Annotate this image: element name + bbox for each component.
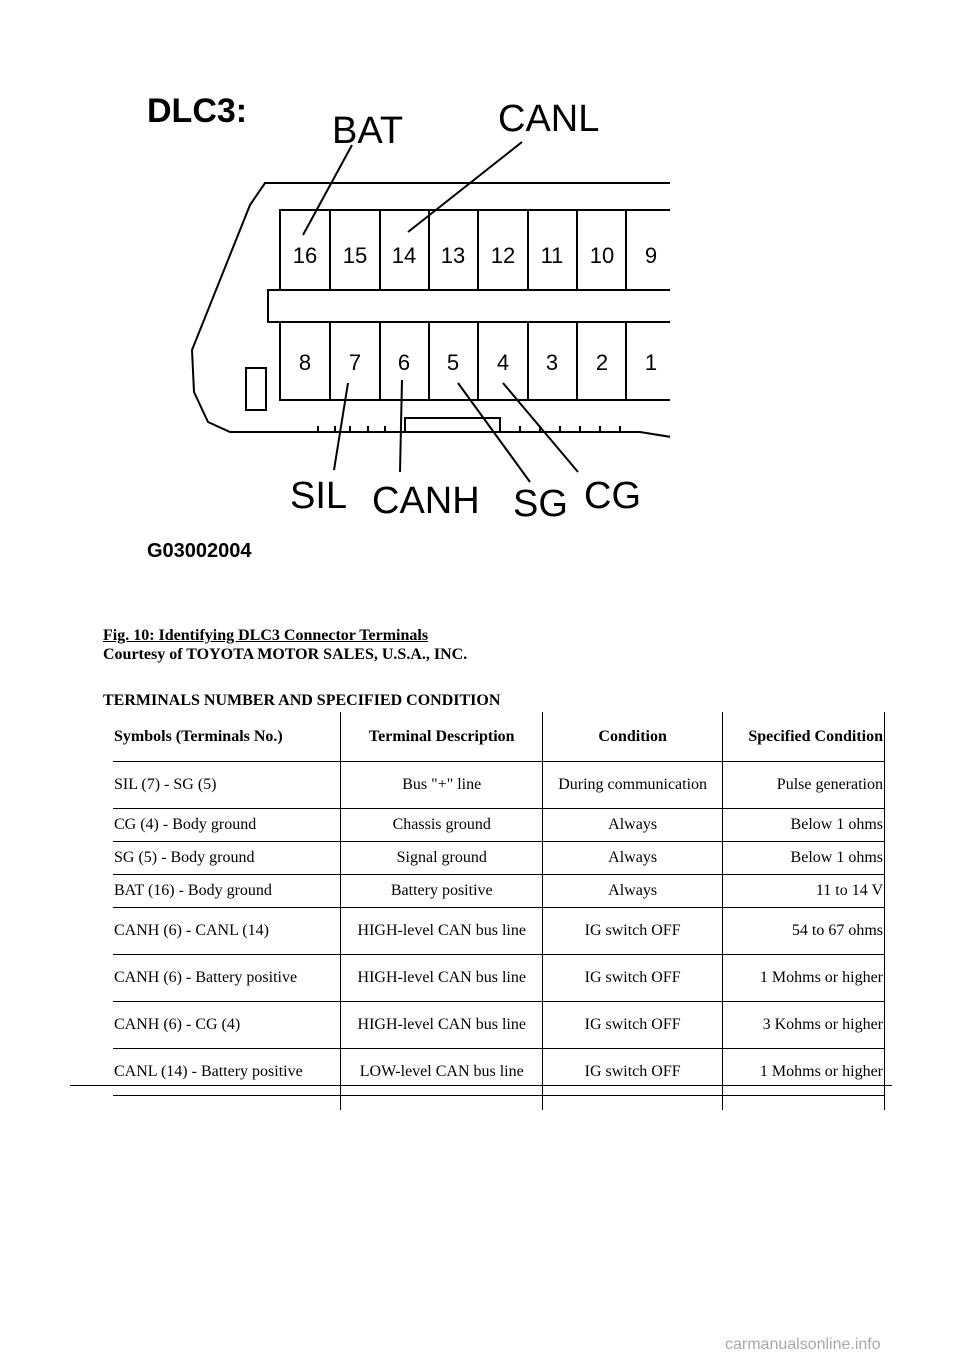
table-row <box>113 762 885 809</box>
caption-credit: Courtesy of TOYOTA MOTOR SALES, U.S.A., INC. <box>103 646 468 663</box>
table-row <box>113 955 885 1002</box>
cell-spec: 11 to 14 V <box>723 875 885 908</box>
cell-description: Battery positive <box>341 875 543 908</box>
cell-condition: Always <box>543 875 723 908</box>
label-sil: SIL <box>290 475 348 517</box>
pin-11: 11 <box>540 243 564 268</box>
cell-description: HIGH-level CAN bus line <box>341 908 543 955</box>
table-row <box>113 842 885 875</box>
cell-condition: During communication <box>543 762 723 809</box>
cell-symbol: CANH (6) - CG (4) <box>113 1002 341 1049</box>
header-specified-condition: Specified Condition <box>723 712 885 762</box>
cell-spec: 3 Kohms or higher <box>723 1002 885 1049</box>
pin-6: 6 <box>397 350 411 375</box>
caption-title: Fig. 10: Identifying DLC3 Connector Terminals <box>103 627 429 644</box>
cell-symbol: CANH (6) - CANL (14) <box>113 908 341 955</box>
pin-2: 2 <box>595 350 609 375</box>
table-row <box>113 1049 885 1096</box>
sil-leader-line <box>334 383 348 470</box>
header-symbols: Symbols (Terminals No.) <box>113 712 341 762</box>
pin-1: 1 <box>644 350 658 375</box>
bat-leader-line <box>303 145 352 235</box>
label-canl: CANL <box>498 98 600 140</box>
pin-9: 9 <box>644 243 658 268</box>
table-continuation-stub <box>113 1096 885 1111</box>
pin-16: 16 <box>292 243 318 268</box>
cell-symbol: SIL (7) - SG (5) <box>113 762 341 809</box>
cell-description: Chassis ground <box>341 809 543 842</box>
pin-4: 4 <box>496 350 510 375</box>
pin-10: 10 <box>589 243 615 268</box>
table-header-row <box>113 712 885 762</box>
pin-3: 3 <box>545 350 559 375</box>
connector-bottom-notches <box>318 418 620 432</box>
connector-shell <box>192 183 670 440</box>
table-row <box>113 875 885 908</box>
cell-description: HIGH-level CAN bus line <box>341 955 543 1002</box>
cell-symbol: SG (5) - Body ground <box>113 842 341 875</box>
label-sg: SG <box>513 483 568 525</box>
terminal-spec-table <box>113 712 885 1110</box>
label-canh: CANH <box>372 480 480 522</box>
canl-leader-line <box>408 142 522 232</box>
figure-caption <box>103 626 467 664</box>
cell-condition: IG switch OFF <box>543 908 723 955</box>
pin-8: 8 <box>298 350 312 375</box>
header-description: Terminal Description <box>341 712 543 762</box>
pin-13: 13 <box>440 243 466 268</box>
cell-symbol: CANH (6) - Battery positive <box>113 955 341 1002</box>
pin-12: 12 <box>490 243 516 268</box>
cell-condition: Always <box>543 809 723 842</box>
watermark: carmanualsonline.info <box>725 1336 881 1353</box>
cell-condition: IG switch OFF <box>543 1049 723 1096</box>
left-latch <box>246 368 266 410</box>
page-bottom-rule <box>70 1085 892 1086</box>
dlc3-connector-diagram <box>130 80 670 560</box>
pin-dividers <box>330 210 626 400</box>
cell-spec: Below 1 ohms <box>723 809 885 842</box>
cell-description: LOW-level CAN bus line <box>341 1049 543 1096</box>
cell-condition: IG switch OFF <box>543 1002 723 1049</box>
figure-code: G03002004 <box>147 540 252 560</box>
pin-14: 14 <box>391 243 417 268</box>
cell-symbol: CANL (14) - Battery positive <box>113 1049 341 1096</box>
cell-description: HIGH-level CAN bus line <box>341 1002 543 1049</box>
table-row <box>113 908 885 955</box>
cell-spec: 1 Mohms or higher <box>723 1049 885 1096</box>
canh-leader-line <box>400 380 402 472</box>
figure-heading: DLC3: <box>147 92 248 130</box>
cell-description: Signal ground <box>341 842 543 875</box>
table-row <box>113 809 885 842</box>
cell-symbol: CG (4) - Body ground <box>113 809 341 842</box>
cell-condition: Always <box>543 842 723 875</box>
cell-condition: IG switch OFF <box>543 955 723 1002</box>
pin-5: 5 <box>446 350 460 375</box>
center-bar <box>268 290 670 322</box>
cell-spec: 1 Mohms or higher <box>723 955 885 1002</box>
cell-spec: Pulse generation <box>723 762 885 809</box>
cell-description: Bus "+" line <box>341 762 543 809</box>
table-title: TERMINALS NUMBER AND SPECIFIED CONDITION <box>103 692 501 709</box>
table-row <box>113 1002 885 1049</box>
header-condition: Condition <box>543 712 723 762</box>
cell-spec: 54 to 67 ohms <box>723 908 885 955</box>
label-cg: CG <box>584 475 641 517</box>
cell-symbol: BAT (16) - Body ground <box>113 875 341 908</box>
bottom-pin-block <box>280 322 670 400</box>
label-bat: BAT <box>332 110 404 152</box>
pin-7: 7 <box>348 350 362 375</box>
cell-spec: Below 1 ohms <box>723 842 885 875</box>
pin-15: 15 <box>342 243 368 268</box>
